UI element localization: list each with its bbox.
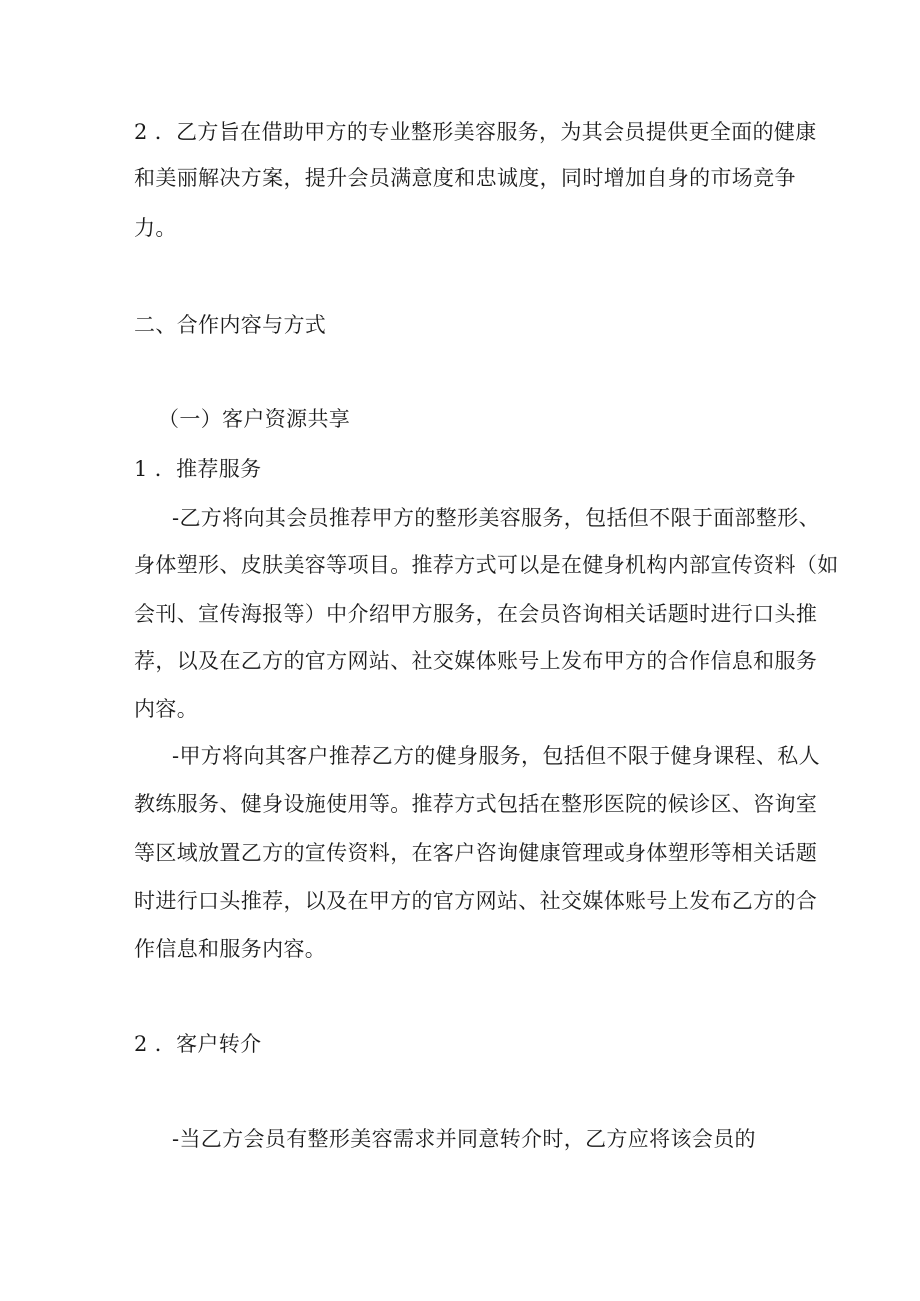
paragraph-line: 和美丽解决方案，提升会员满意度和忠诚度，同时增加自身的市场竞争 — [134, 166, 796, 190]
paragraph-line: 2 ．乙方旨在借助甲方的专业整形美容服务，为其会员提供更全面的健康 — [134, 120, 817, 144]
paragraph-line: 等区域放置乙方的宣传资料，在客户咨询健康管理或身体塑形等相关话题 — [134, 841, 818, 865]
subsection-heading: （一）客户资源共享 — [158, 407, 351, 431]
paragraph-line: -当乙方会员有整形美容需求并同意转介时，乙方应将该会员的 — [172, 1127, 756, 1151]
item-heading: 1 ．推荐服务 — [134, 457, 262, 481]
paragraph-line: 会刊、宣传海报等）中介绍甲方服务，在会员咨询相关话题时进行口头推 — [134, 602, 818, 626]
item-heading: 2 ．客户转介 — [134, 1032, 262, 1056]
paragraph-line: 身体塑形、皮肤美容等项目。推荐方式可以是在健身机构内部宣传资料（如 — [134, 553, 839, 577]
paragraph-line: 内容。 — [134, 697, 199, 721]
paragraph-line: -甲方将向其客户推荐乙方的健身服务，包括但不限于健身课程、私人 — [172, 744, 820, 768]
paragraph-line: -乙方将向其会员推荐甲方的整形美容服务，包括但不限于面部整形、 — [172, 506, 820, 530]
paragraph-line: 荐，以及在乙方的官方网站、社交媒体账号上发布甲方的合作信息和服务 — [134, 649, 818, 673]
paragraph-line: 教练服务、健身设施使用等。推荐方式包括在整形医院的候诊区、咨询室 — [134, 792, 818, 816]
section-heading: 二、合作内容与方式 — [134, 313, 327, 337]
paragraph-line: 作信息和服务内容。 — [134, 937, 327, 961]
paragraph-line: 时进行口头推荐，以及在甲方的官方网站、社交媒体账号上发布乙方的合 — [134, 889, 818, 913]
paragraph-line: 力。 — [134, 216, 177, 240]
